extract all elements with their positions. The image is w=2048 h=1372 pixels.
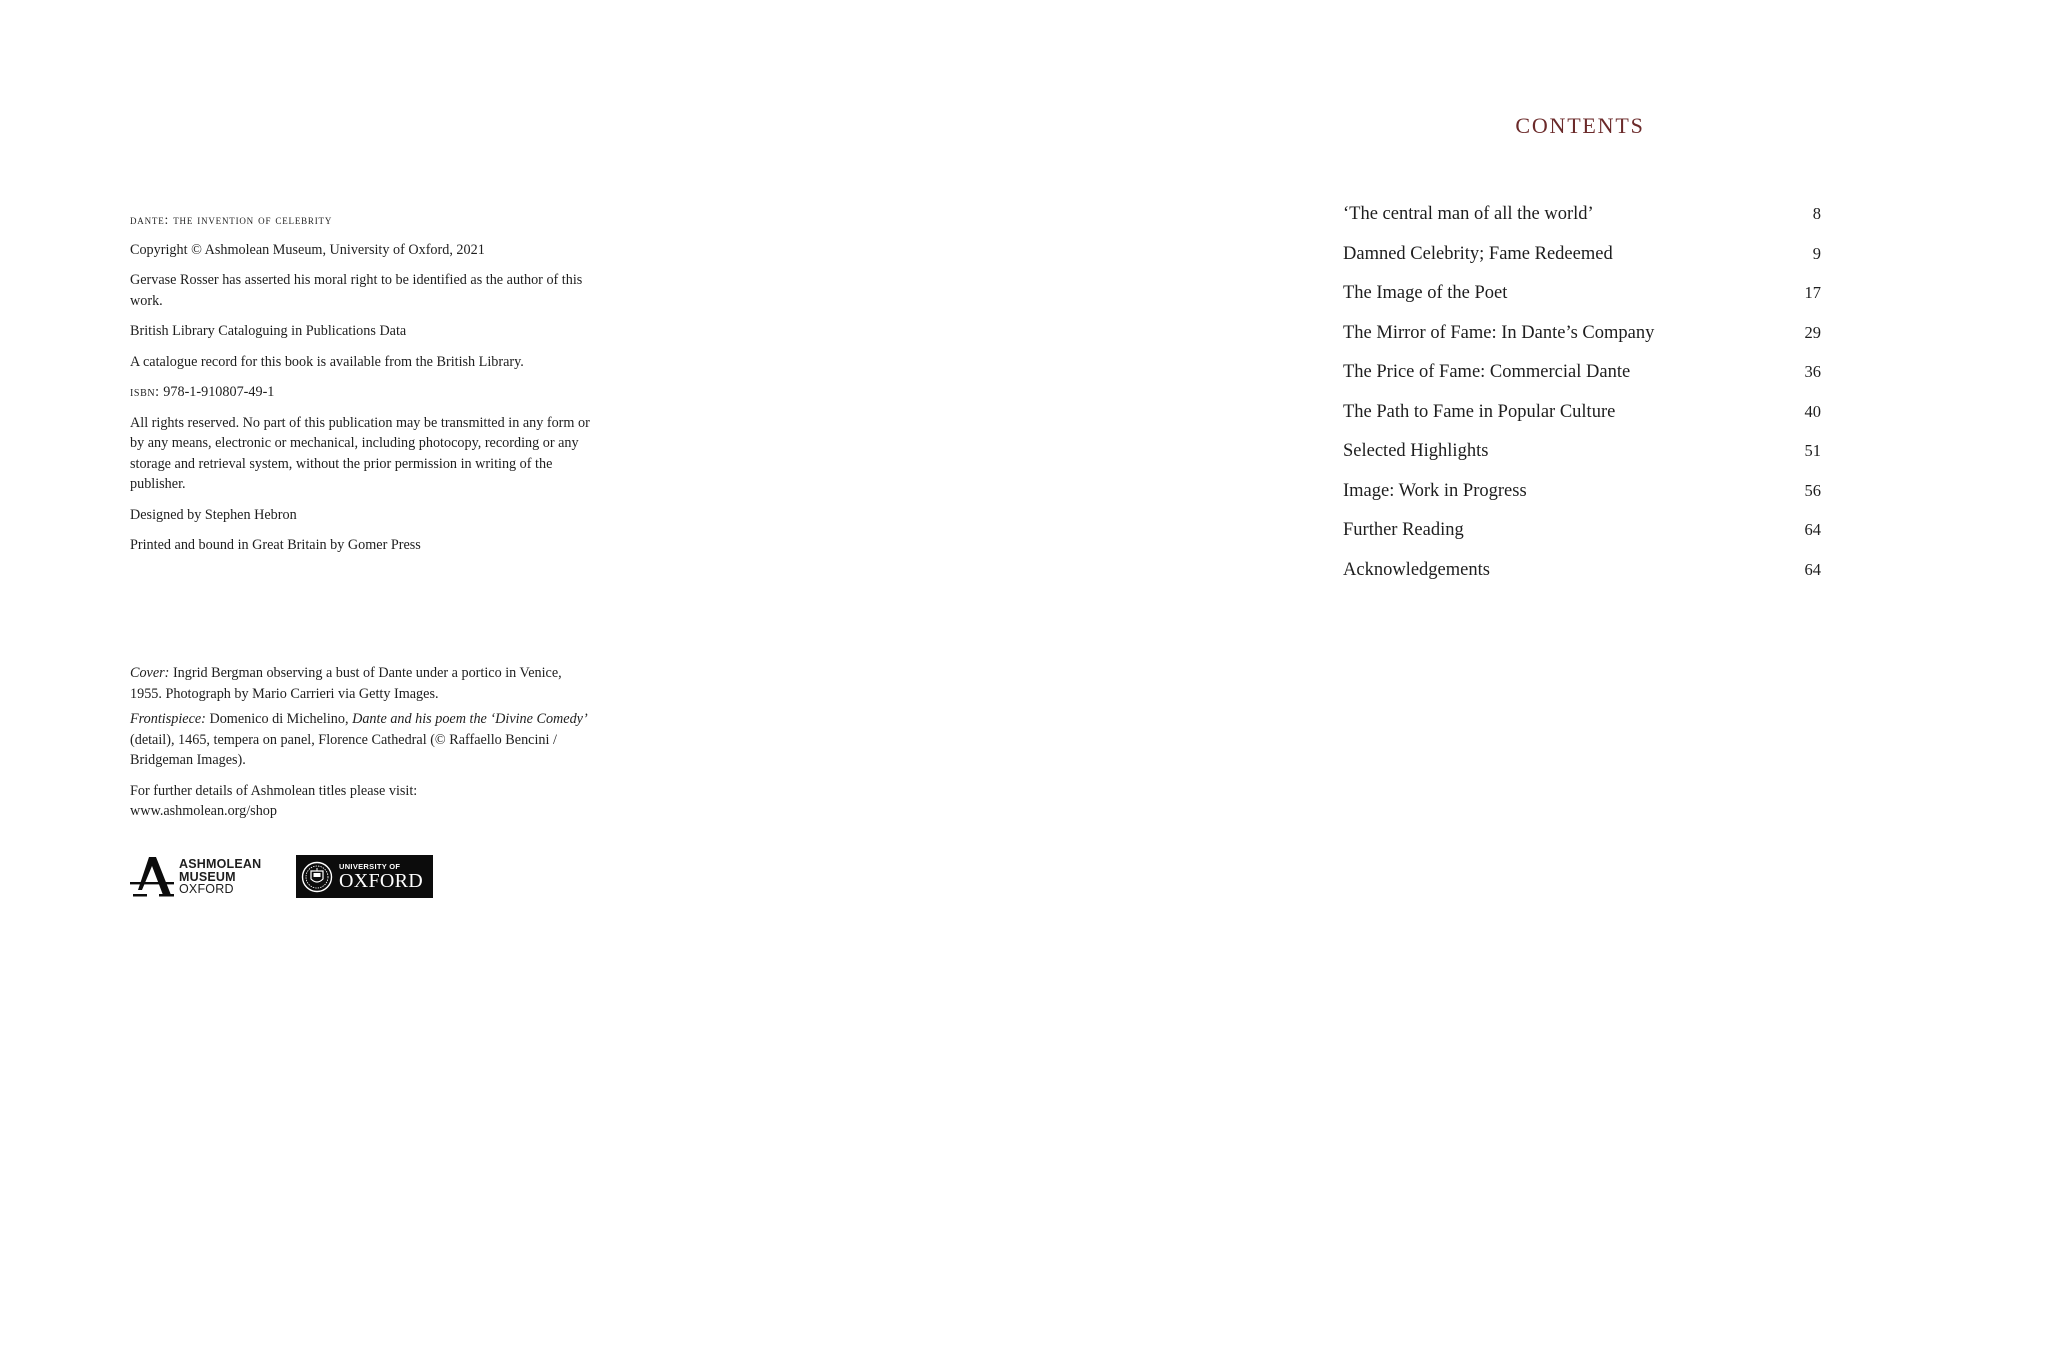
contents-heading: CONTENTS xyxy=(1515,113,1645,138)
toc-entry-title: ‘The central man of all the world’ xyxy=(1343,204,1594,224)
toc-entry[interactable] xyxy=(1343,437,1821,477)
ashmolean-line3: OXFORD xyxy=(179,882,234,897)
toc-entry-title: Selected Highlights xyxy=(1343,441,1489,461)
copyright-line: Copyright © Ashmolean Museum, University of Oxford, 2021 xyxy=(130,241,485,258)
ashmolean-line2: MUSEUM xyxy=(179,869,236,884)
toc-entry[interactable] xyxy=(1343,398,1821,438)
publisher-logos xyxy=(130,855,450,899)
toc-entry-title: Acknowledgements xyxy=(1343,559,1490,580)
toc-entry[interactable] xyxy=(1343,516,1821,556)
frontispiece-credit-text: (detail), 1465, tempera on panel, Florence Cathedral (© Raffaello Bencini / Bridgeman Images). xyxy=(130,731,557,768)
toc-entry-page: 51 xyxy=(1804,441,1821,460)
oxford-big-text: OXFORD xyxy=(339,870,424,892)
imprint-block xyxy=(130,210,590,566)
toc-entry-page: 64 xyxy=(1804,559,1821,579)
catalogue-record-line: A catalogue record for this book is available from the British Library. xyxy=(130,353,524,370)
cataloguing-line: British Library Cataloguing in Publications Data xyxy=(130,323,407,339)
cover-credit xyxy=(130,663,590,704)
cover-credit-label: Cover: xyxy=(130,665,170,681)
rights-reserved-statement: All rights reserved. No part of this publication may be transmitted in any form or by any means, electronic or mechanical, including photocopy, recording or any storage and retrieval system, without the prior permission in writing of the publisher. xyxy=(130,414,590,492)
toc-entry[interactable] xyxy=(1343,556,1821,596)
isbn-value: 978-1-910807-49-1 xyxy=(163,384,275,400)
frontispiece-artist: Domenico di Michelino, xyxy=(209,711,349,727)
oxford-wordmark xyxy=(339,862,423,891)
printer-credit: Printed and bound in Great Britain by Gomer Press xyxy=(130,537,421,553)
toc-entry-page: 40 xyxy=(1804,401,1821,421)
frontispiece-work-title: Dante and his poem the ‘Divine Comedy’ xyxy=(352,711,588,727)
ashmolean-wordmark xyxy=(179,858,261,896)
further-details xyxy=(130,781,590,822)
frontispiece-credit xyxy=(130,709,590,771)
toc-entry[interactable] xyxy=(1343,279,1821,319)
isbn-line xyxy=(130,382,590,403)
toc-entry-page: 29 xyxy=(1804,322,1821,342)
frontispiece-credit-label: Frontispiece: xyxy=(130,711,206,727)
further-details-text: For further details of Ashmolean titles please visit: xyxy=(130,782,418,799)
toc-entry-page: 36 xyxy=(1804,362,1821,381)
toc-entry[interactable] xyxy=(1343,200,1821,240)
image-credits xyxy=(130,663,590,827)
toc-entry-title: Damned Celebrity; Fame Redeemed xyxy=(1343,243,1613,264)
oxford-small-text: UNIVERSITY OF xyxy=(339,862,401,871)
toc-entry[interactable] xyxy=(1343,319,1821,359)
toc-entry[interactable] xyxy=(1343,240,1821,280)
cover-credit-text: Ingrid Bergman observing a bust of Dante under a portico in Venice, 1955. Photograph by Mario Carrieri via Getty Images. xyxy=(130,665,562,702)
oxford-crest-icon xyxy=(301,861,333,893)
shop-url: www.ashmolean.org/shop xyxy=(130,803,277,819)
toc-entry-title: Image: Work in Progress xyxy=(1343,480,1527,501)
moral-right-statement: Gervase Rosser has asserted his moral right to be identified as the author of this work. xyxy=(130,272,583,309)
toc-entry-page: 56 xyxy=(1804,480,1821,500)
toc-entry-page: 9 xyxy=(1812,243,1821,263)
book-title: dante: the invention of celebrity xyxy=(130,212,333,227)
toc-entry-title: The Mirror of Fame: In Dante’s Company xyxy=(1343,322,1655,343)
toc-entry-title: The Image of the Poet xyxy=(1343,283,1508,303)
designer-credit: Designed by Stephen Hebron xyxy=(130,506,297,523)
toc-entry-title: The Path to Fame in Popular Culture xyxy=(1343,401,1616,422)
toc-entry-page: 64 xyxy=(1804,520,1821,539)
contents-page xyxy=(1024,0,2048,1372)
toc-entry-title: Further Reading xyxy=(1343,520,1464,540)
toc-entry[interactable] xyxy=(1343,358,1821,398)
toc-entry[interactable] xyxy=(1343,477,1821,517)
ashmolean-line1: ASHMOLEAN xyxy=(179,857,262,872)
isbn-label: isbn: xyxy=(130,384,160,400)
university-of-oxford-logo xyxy=(296,855,433,898)
table-of-contents xyxy=(1343,200,1821,595)
ashmolean-logo xyxy=(130,855,270,899)
toc-entry-page: 17 xyxy=(1804,283,1821,302)
toc-entry-page: 8 xyxy=(1812,204,1821,223)
toc-entry-title: The Price of Fame: Commercial Dante xyxy=(1343,362,1631,382)
ashmolean-a-mark-icon xyxy=(130,856,174,898)
